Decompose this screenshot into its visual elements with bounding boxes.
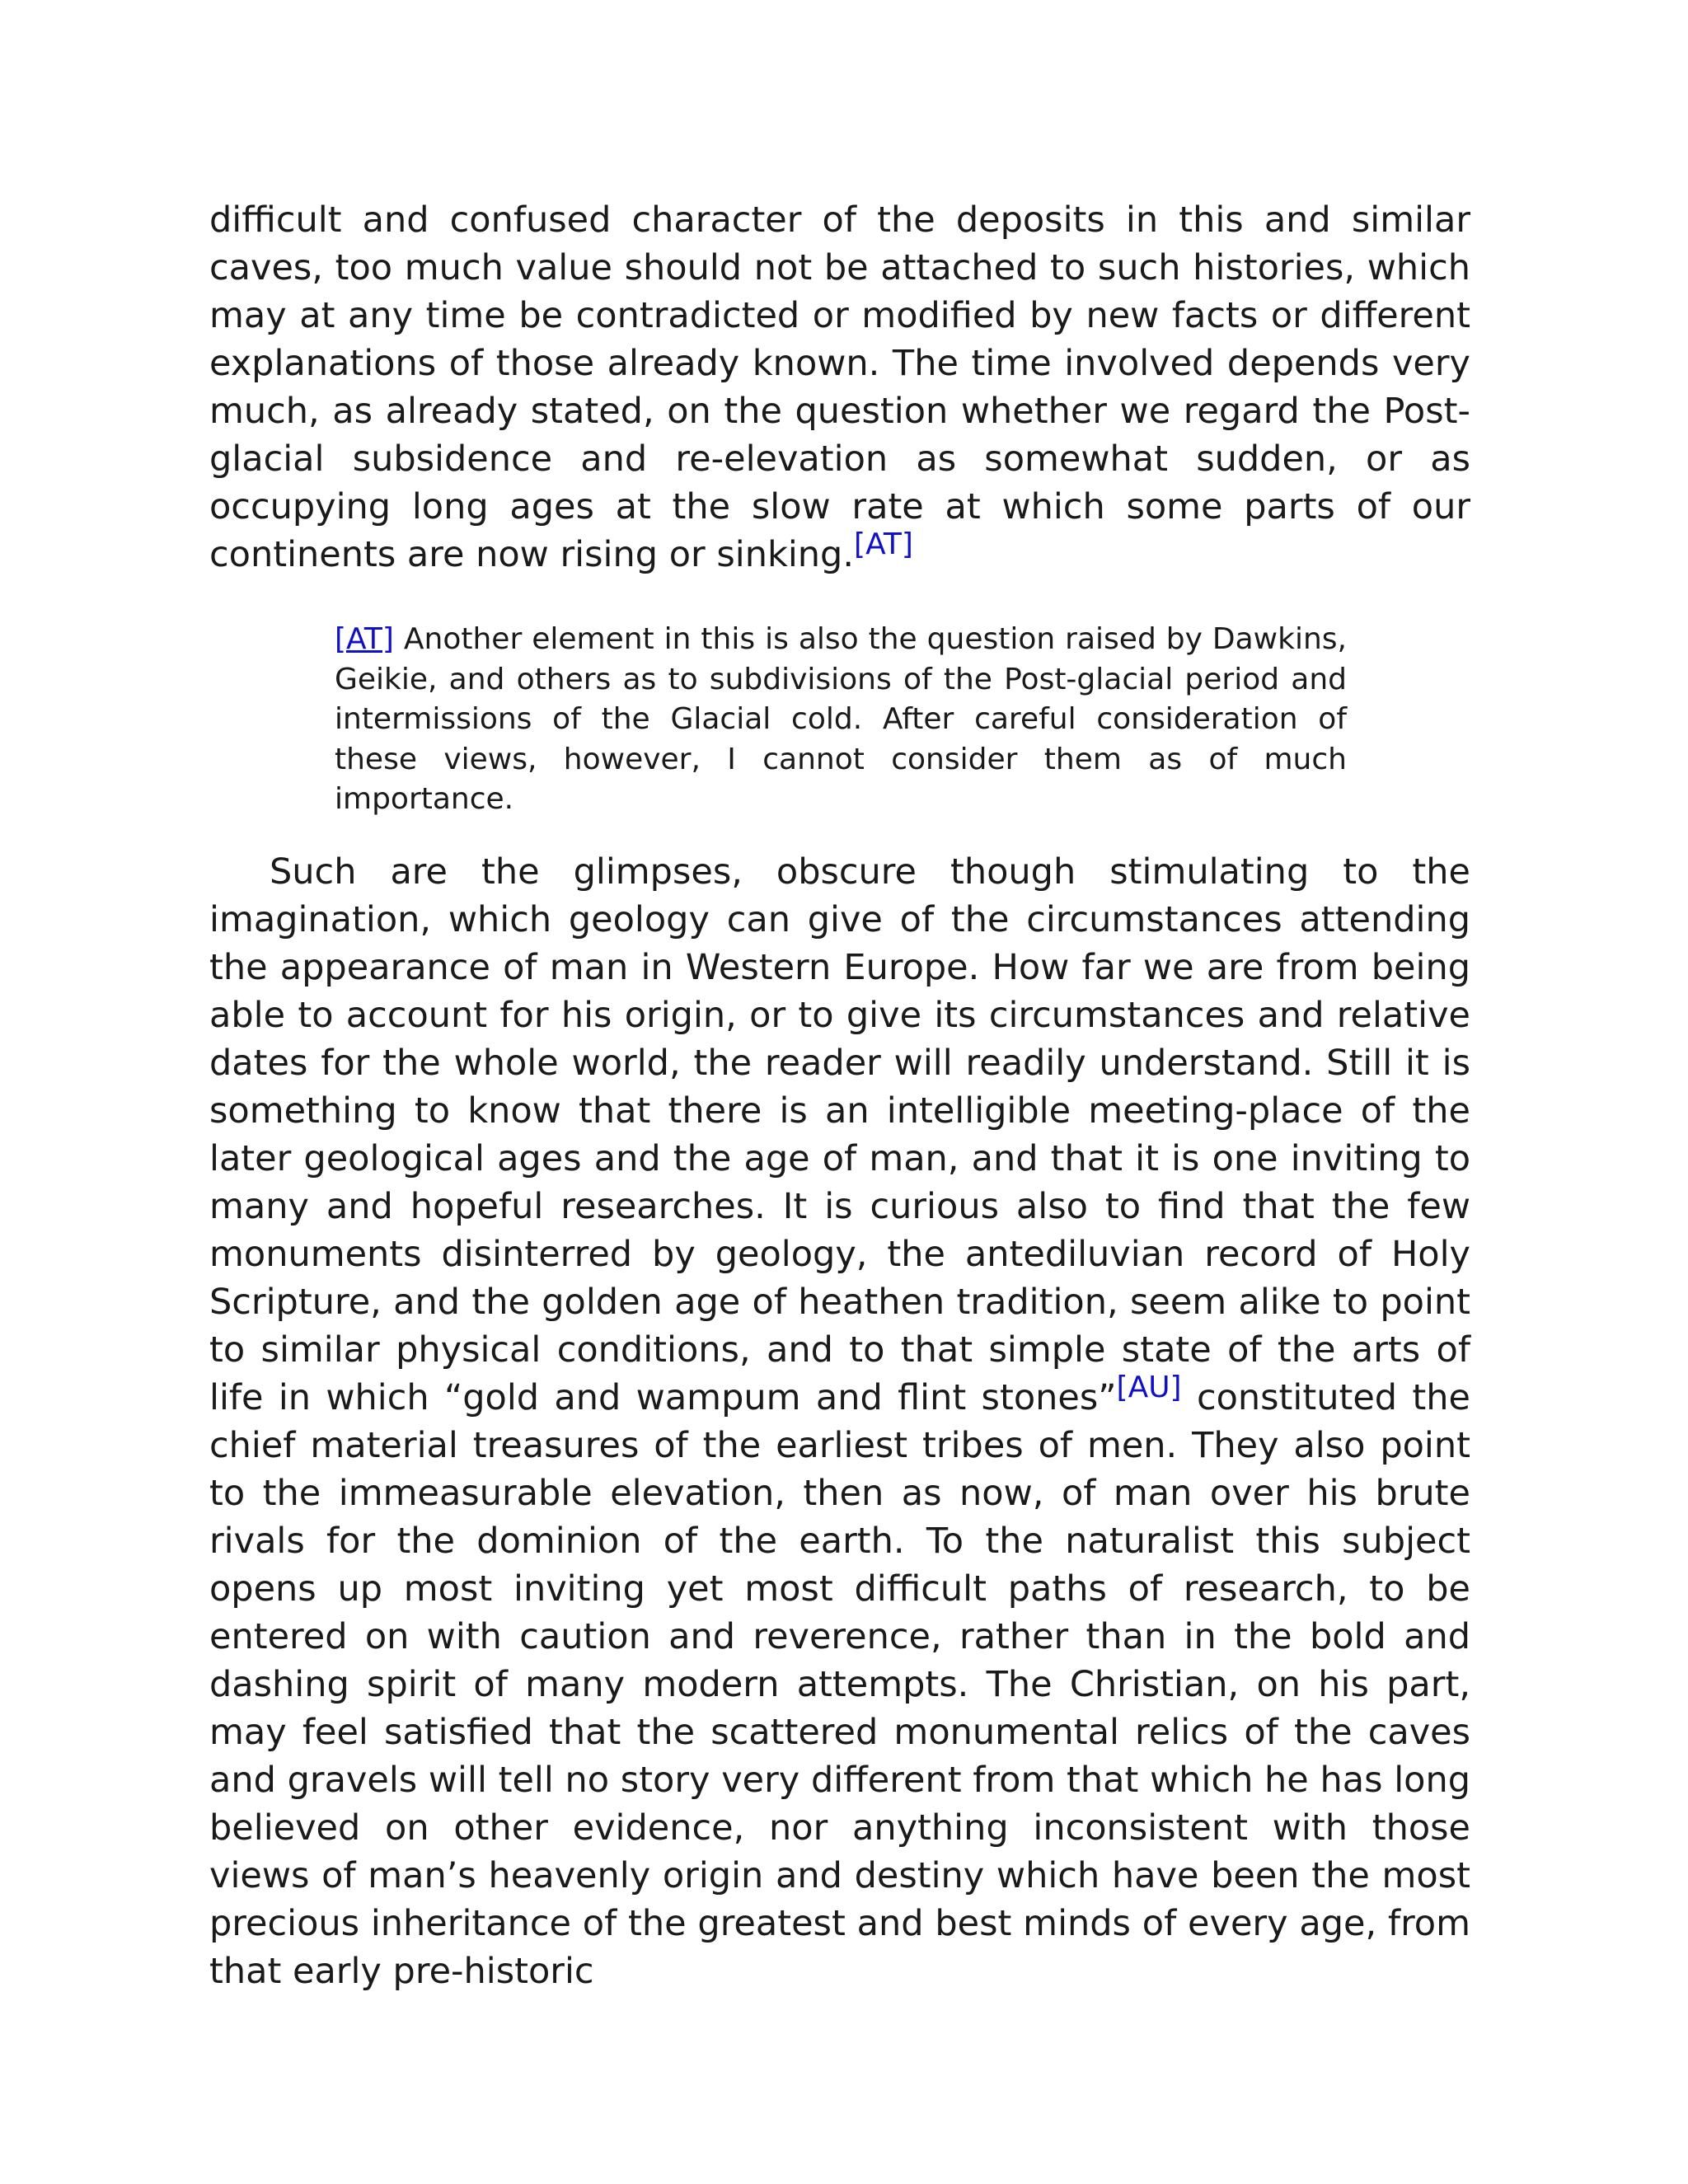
paragraph-1-text: difficult and confused character of the deposits in this and similar caves, too much value should not be attached to such histories, which may at any time be contradicted or modified by new facts or different explanations of those already known. The time involved depends very much, as already stated, on the question whether we regard the Post-glacial subsidence and re-elevation as somewhat sudden, or as occupying long ages at the slow rate at which some parts of our continents are now rising or sinking. — [209, 199, 1470, 575]
footnote-at — [335, 620, 1347, 820]
footnote-at-label-link[interactable]: [AT] — [335, 622, 394, 656]
page-content — [209, 196, 1470, 1995]
paragraph-2 — [209, 848, 1470, 1995]
paragraph-1 — [209, 196, 1470, 579]
footnote-ref-au-link[interactable]: [AU] — [1116, 1370, 1182, 1404]
paragraph-2-text-after-ref: constituted the chief material treasures of the earliest tribes of men. They also point to the immeasurable elevation, then as now, of man over his brute rivals for the dominion of the earth. To the naturalist this subject opens up most inviting yet most difficult paths of research, to be entered on with caution and reverence, rather than in the bold and dashing spirit of many modern attempts. The Christian, on his part, may feel satisfied that the scattered monumental relics of the caves and gravels will tell no story very different from that which he has long believed on other evidence, nor anything inconsistent with those views of man’s heavenly origin and destiny which have been the most precious inheritance of the greatest and best minds of every age, from that early pre-historic — [209, 1376, 1470, 1992]
paragraph-2-text-before-ref: Such are the glimpses, obscure though stimulating to the imagination, which geology can give of the circumstances attending the appearance of man in Western Europe. How far we are from being able to account for his origin, or to give its circumstances and relative dates for the whole world, the reader will readily understand. Still it is something to know that there is an intelligible meeting-place of the later geological ages and the age of man, and that it is one inviting to many and hopeful researches. It is curious also to find that the few monuments disinterred by geology, the antediluvian record of Holy Scripture, and the golden age of heathen tradition, seem alike to point to similar physical conditions, and to that simple state of the arts of life in which “gold and wampum and flint stones” — [209, 851, 1470, 1418]
footnote-ref-at-link[interactable]: [AT] — [854, 527, 913, 561]
footnote-at-text: Another element in this is also the question raised by Dawkins, Geikie, and others as to subdivisions of the Post-glacial period and intermissions of the Glacial cold. After careful consideration of these views, however, I cannot consider them as of much importance. — [335, 622, 1347, 816]
